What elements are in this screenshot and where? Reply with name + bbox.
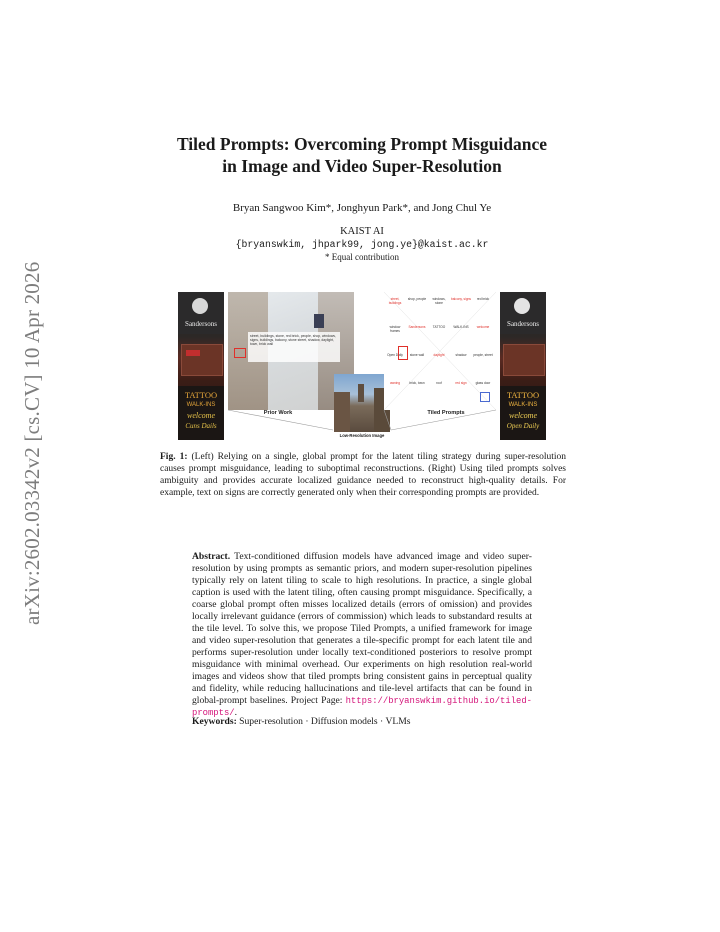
title-line-1: Tiled Prompts: Overcoming Prompt Misguidance bbox=[176, 134, 548, 154]
tile-prompt: brick, town bbox=[409, 381, 425, 385]
keywords bbox=[192, 716, 532, 727]
tile-prompt: glass door bbox=[475, 381, 491, 385]
left-result-image bbox=[178, 292, 224, 440]
left-shop-sign: Sandersons bbox=[185, 320, 217, 328]
global-prompt-text: street, buildings, stone, red brick, people, shop, windows, signs, buildings, balcony, stone street, shadow, daylight, town, brick wall bbox=[250, 334, 336, 347]
figure-caption-label: Fig. 1: bbox=[160, 452, 188, 462]
tile-prompt: window frames bbox=[389, 325, 401, 333]
figure-caption-text: (Left) Relying on a single, global prompt for the latent tiling strategy during super-resolution causes prompt misguidance, leading to suboptimal reconstructions. (Right) Using tiled prompts solves ambiguity and provides accurate localized guidance needed to reconstruct high-quality details. For example, text on signs are correctly generated only when their corresponding prompts are provided. bbox=[160, 452, 566, 498]
tile-prompt: windows, stone bbox=[432, 297, 446, 305]
figure-caption bbox=[160, 451, 566, 499]
left-tattoo-sign: TATTOO bbox=[184, 390, 218, 400]
affiliation: KAIST AI bbox=[340, 226, 384, 237]
right-shop-sign: Sandersons bbox=[507, 320, 539, 328]
right-open-daily: Open Daily bbox=[506, 422, 540, 430]
tile-prompt: street, buildings bbox=[388, 297, 402, 305]
arxiv-identifier: arXiv:2602.03342v2 [cs.CV] 10 Apr 2026 bbox=[20, 261, 44, 625]
tile-prompt: people, street bbox=[473, 353, 493, 357]
abstract-end: . bbox=[234, 707, 238, 718]
paper-title bbox=[120, 133, 604, 177]
tiled-prompts-connector bbox=[373, 402, 503, 432]
tile-prompt: red brick bbox=[476, 297, 490, 301]
tile-prompt: daylight bbox=[433, 353, 445, 357]
title-line-2: in Image and Video Super-Resolution bbox=[222, 156, 502, 176]
tiled-prompts-panel bbox=[384, 292, 496, 410]
project-page-link[interactable]: https://bryanswkim.github.io/tiled-prompts/ bbox=[192, 696, 532, 718]
tile-prompt: welcome bbox=[476, 325, 490, 329]
equal-contribution-note: * Equal contribution bbox=[325, 252, 399, 262]
tile-prompt: Open Daily bbox=[387, 353, 403, 357]
tiled-prompts-label: Tiled Prompts bbox=[427, 410, 465, 416]
low-resolution-label: Low-Resolution Image bbox=[339, 433, 385, 438]
right-walkins: WALK-INS bbox=[508, 402, 538, 408]
tile-prompt: Sandersons bbox=[408, 325, 426, 329]
right-tattoo-sign: TATTOO bbox=[506, 390, 540, 400]
keywords-text: Super-resolution · Diffusion models · VLMs bbox=[236, 716, 411, 727]
left-blurry-welcome: welcome bbox=[187, 411, 215, 420]
right-result-image bbox=[500, 292, 546, 440]
abstract-text: Text-conditioned diffusion models have advanced image and video super-resolution by using prompts as semantic priors, and modern super-resolution pipelines typically rely on latent tiling to scale to high resolutions. In practice, a single global caption is used with the latent tiling, often causing prompt misguidance. Specifically, a coarse global prompt often misses localized details (errors of omission) and provides locally irrelevant guidance (errors of commission) which leads to substandard results at the tile level. To solve this, we propose Tiled Prompts, a unified framework for image and video super-resolution that generates a tile-specific prompt for each latent tile and performs super-resolution under locally text-conditioned posteriors to resolve prompt misguidance with minimal overhead. Our experiments on high resolution real-world images and videos show that tiled prompts bring consistent gains in perceptual quality and fidelity, while reducing hallucinations and tile-level artifacts that can be found in global-prompt baselines. Project Page: bbox=[192, 551, 532, 706]
abstract-label: Abstract. bbox=[192, 551, 231, 562]
tile-prompt: shop, people bbox=[407, 297, 427, 301]
tile-prompt: stone wall bbox=[409, 353, 425, 357]
tile-prompt: red sign bbox=[455, 381, 467, 385]
right-welcome: welcome bbox=[509, 411, 537, 420]
tile-prompt: WALK-INS bbox=[453, 325, 469, 329]
affiliation-block bbox=[120, 225, 604, 264]
keywords-label: Keywords: bbox=[192, 716, 237, 727]
email-addresses: {bryanswkim, jhpark99, jong.ye}@kaist.ac.kr bbox=[235, 239, 489, 250]
tile-prompt: shadow bbox=[455, 353, 467, 357]
tile-prompt: TATTOO bbox=[432, 325, 446, 329]
abstract bbox=[192, 551, 532, 719]
tile-prompt: roof bbox=[436, 381, 442, 385]
left-walkins: WALK-INS bbox=[186, 402, 216, 408]
tile-prompt: awning bbox=[389, 381, 401, 385]
tile-prompt: balcony, signs bbox=[451, 297, 471, 301]
prior-work-label: Prior Work bbox=[263, 410, 293, 416]
authors: Bryan Sangwoo Kim*, Jonghyun Park*, and Jong Chul Ye bbox=[232, 202, 492, 214]
teaser-figure bbox=[178, 292, 546, 440]
left-blurry-cuns: Cuns Dails bbox=[185, 422, 217, 430]
